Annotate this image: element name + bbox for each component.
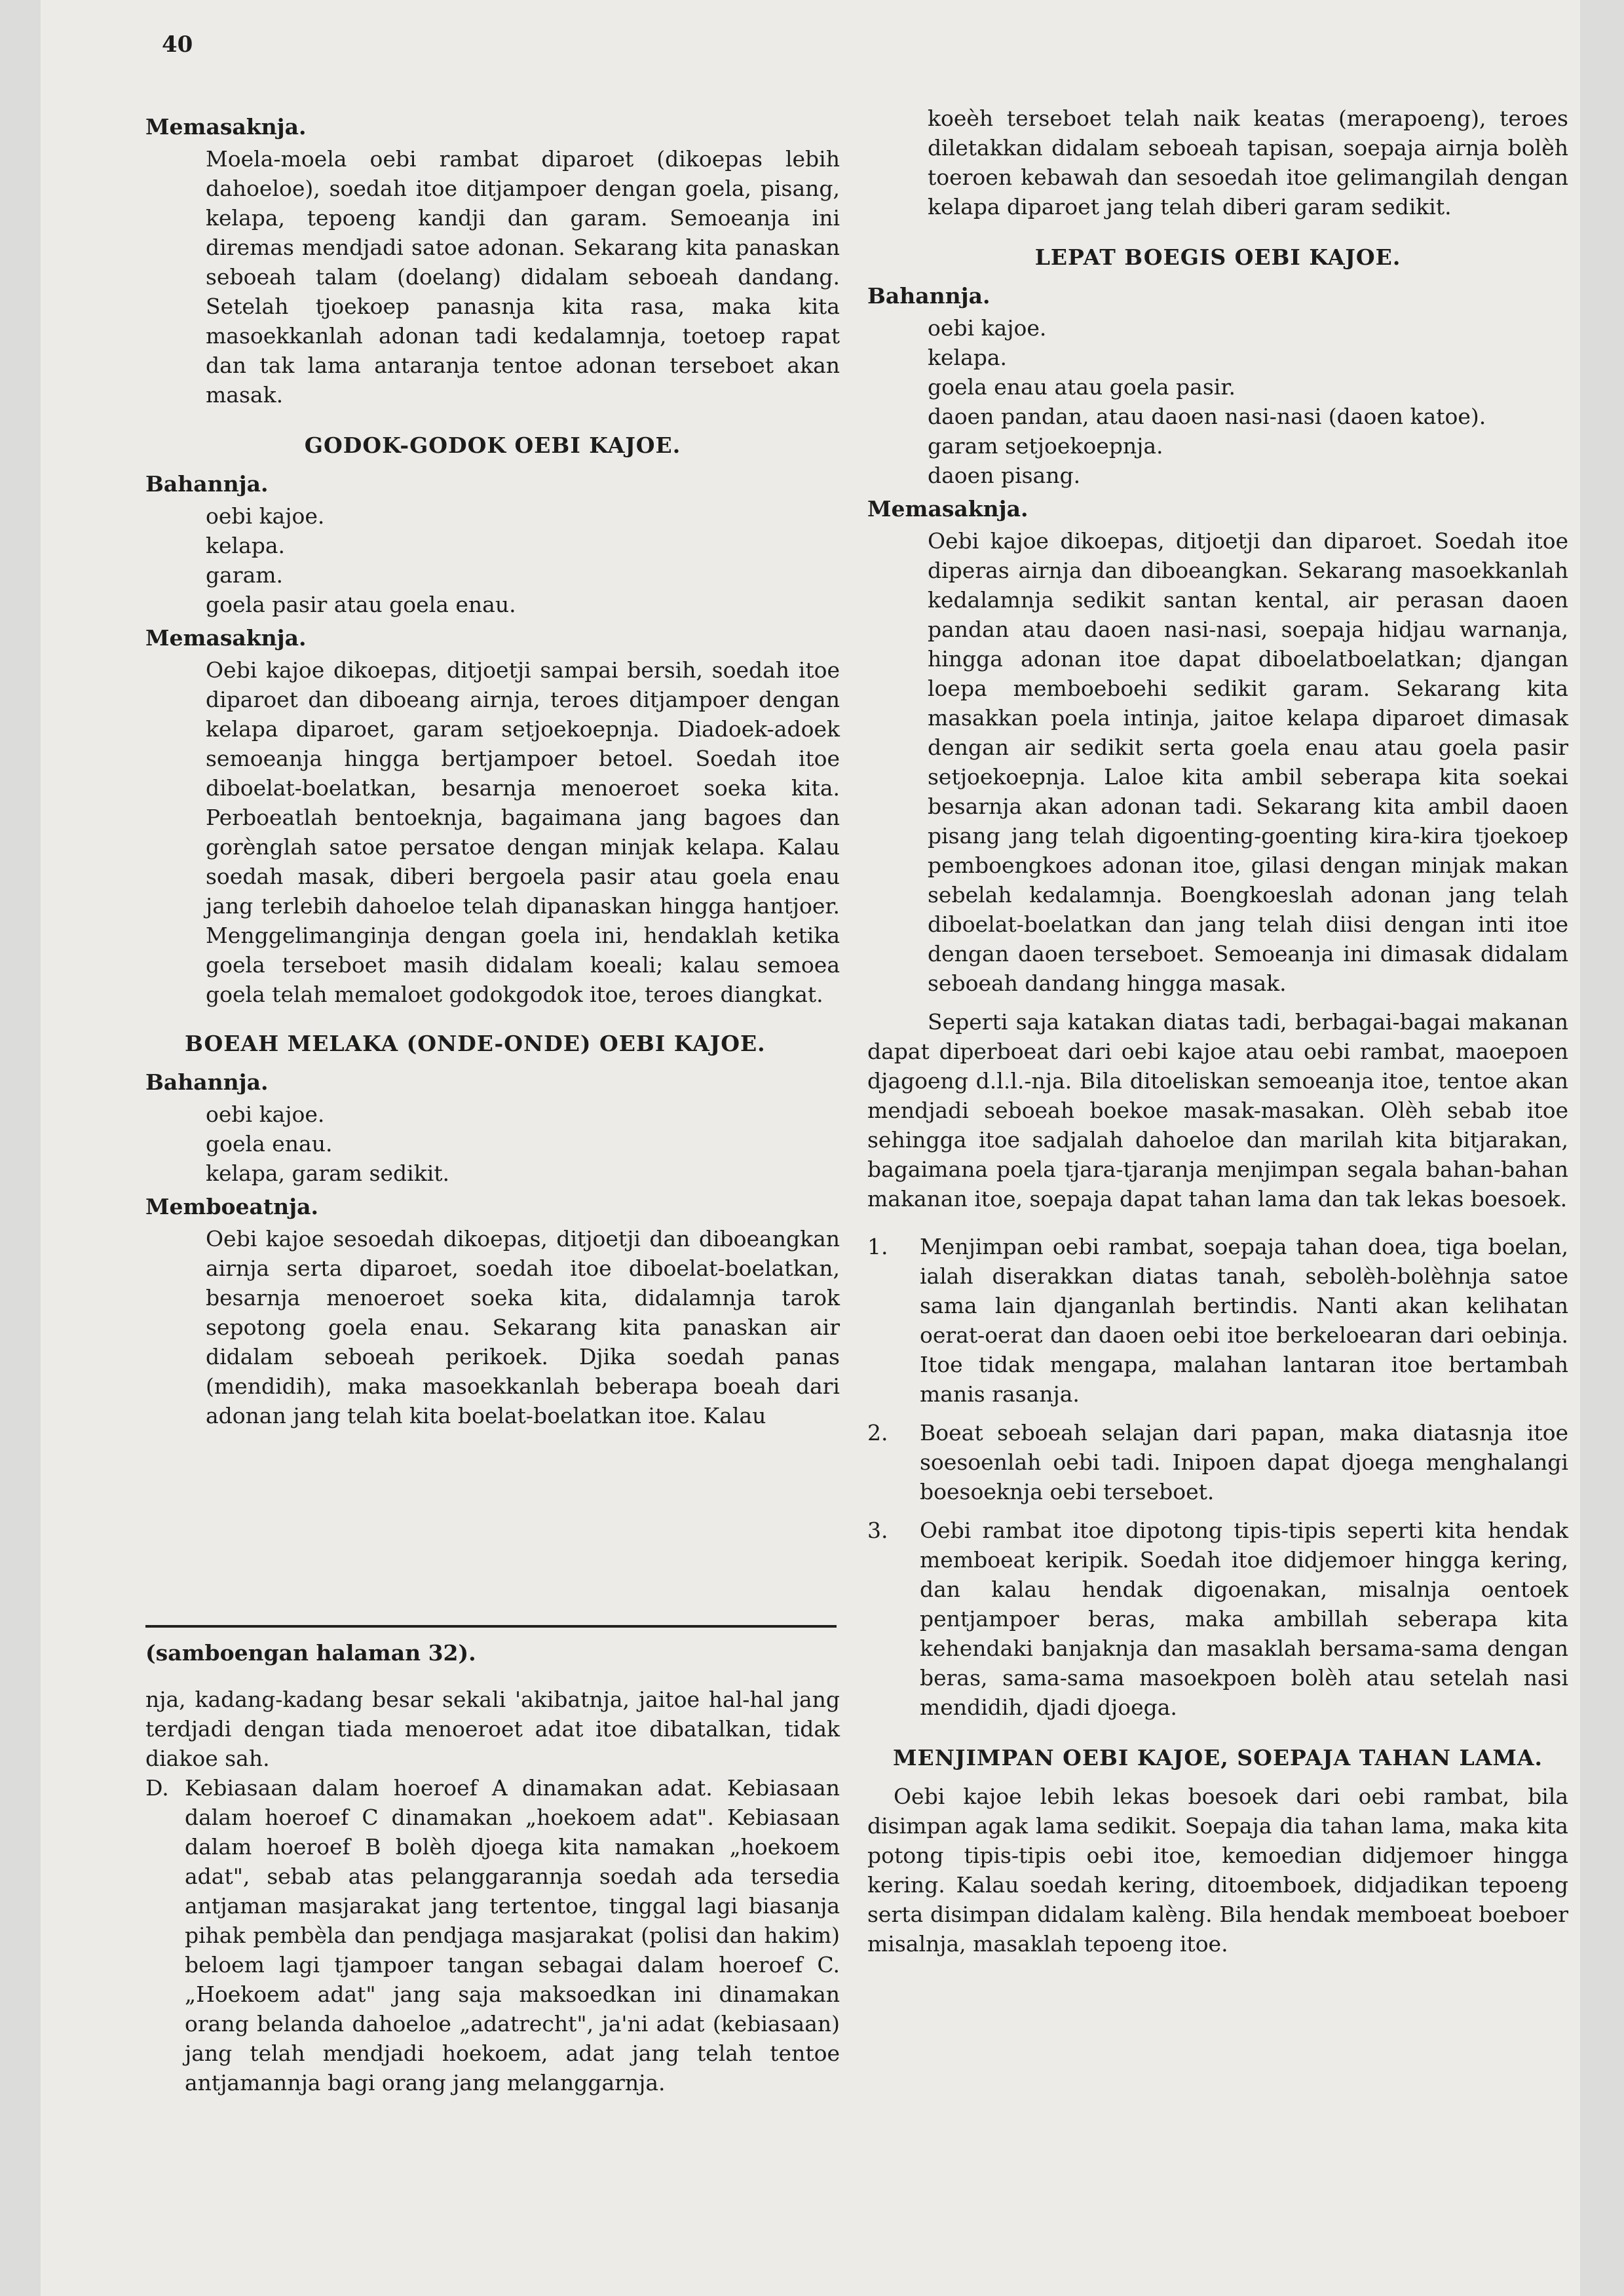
item-d-text: Kebiasaan dalam hoeroef A dinamakan adat. Kebiasaan dalam hoeroef C dinamakan „hoekoem adat". Kebiasaan dalam hoeroef B bolèh djoega kita namakan „hoekoem adat", sebab atas pelanggarannja soedah ada tersedia antjaman masjarakat jang tertentoe, tinggal lagi biasanja pihak pembèla dan pendjaga masjarakat (polisi dan hakim) beloem lagi tjampoer tangan sebagai dalam hoeroef C. „Hoekoem adat" jang saja maksoedkan ini dinamakan orang belanda dahoeloe „adatrecht", ja'ni adat (kebiasaan) jang telah mendjadi hoekoem, adat jang telah tentoe antjamannja bagi orang jang melanggarnja. — [185, 1775, 840, 2095]
ingredient-item: kelapa, garam sedikit. — [206, 1160, 450, 1186]
list-item-number: 1. — [867, 1234, 888, 1259]
ingredient-item: garam setjoekoepnja. — [928, 433, 1163, 459]
divider-rule — [145, 1625, 837, 1628]
recipe-title-godok-godok: GODOK-GODOK OEBI KAJOE. — [304, 432, 681, 458]
section-title-menjimpan: MENJIMPAN OEBI KAJOE, SOEPAJA TAHAN LAMA. — [893, 1745, 1543, 1770]
ingredient-item: kelapa. — [206, 533, 286, 558]
ingredient-item: oebi kajoe. — [206, 1101, 325, 1127]
memasak-label: Memasaknja. — [145, 114, 307, 140]
list-item-text: Oebi rambat itoe dipotong tipis-tipis seperti kita hendak memboeat keripik. Soedah itoe didjemoer hingga kering, dan kalau hendak digoenakan, misalnja oentoek pentjampoer beras, maka ambillah seberapa kita kehendaki banjaknja dan masaklah bersama-sama dengan beras, sama-sama masoekpoen bolèh atau setelah nasi mendidih, djadi djoega. — [920, 1518, 1568, 1720]
ingredient-item: goela enau. — [206, 1131, 333, 1157]
book-page — [41, 0, 1580, 2296]
ingredient-item: daoen pisang. — [928, 463, 1081, 488]
continuation-section — [145, 1638, 840, 2097]
item-d — [145, 1773, 840, 2097]
ingredient-item: oebi kajoe. — [928, 315, 1047, 341]
recipe-title-lepat-boegis: LEPAT BOEGIS OEBI KAJOE. — [1034, 244, 1401, 270]
list-item-text: Boeat seboeah selajan dari papan, maka diatasnja itoe soesoenlah oebi tadi. Inipoen dapat djoega menghalangi boesoeknja oebi terseboet. — [920, 1420, 1568, 1504]
memboeat-text: Oebi kajoe sesoedah dikoepas, ditjoetji dan diboeangkan airnja serta diparoet, soedah itoe diboelat-boelatkan, besarnja menoeroet soeka kita, didalamnja tarok sepotong goela enau. Sekarang kita panaskan air didalam seboeah perikoek. Djika soedah panas (mendidih), maka masoekkanlah beberapa boeah dari adonan jang telah kita boelat-boelatkan itoe. Kalau — [206, 1226, 840, 1428]
list-item — [867, 1418, 1568, 1506]
memasak-label: Memasaknja. — [145, 625, 307, 651]
continuation-text: nja, kadang-kadang besar sekali 'akibatnja, jaitoe hal-hal jang terdjadi dengan tiada menoeroet adat itoe dibatalkan, tidak diakoe sah. — [145, 1687, 840, 1771]
section-text: Oebi kajoe lebih lekas boesoek dari oebi rambat, bila disimpan agak lama sedikit. Soepaja dia tahan lama, maka kita potong tipis-tipis oebi itoe, kemoedian didjemoer hingga kering. Kalau soedah kering, ditoemboek, didjadikan tepoeng serta disimpan didalam kalèng. Bila hendak memboeat boeboer misalnja, masaklah tepoeng itoe. — [867, 1784, 1568, 1957]
ingredient-item: daoen pandan, atau daoen nasi-nasi (daoen katoe). — [928, 404, 1486, 429]
list-item — [867, 1516, 1568, 1722]
memasak-text: Moela-moela oebi rambat diparoet (dikoepas lebih dahoeloe), soedah itoe ditjampoer dengan goela, pisang, kelapa, tepoeng kandji dan garam. Semoeanja ini diremas mendjadi satoe adonan. Sekarang kita panaskan seboeah talam (doelang) didalam seboeah dandang. Setelah tjoekoep panasnja kita rasa, maka kita masoekkanlah adonan tadi kedalamnja, toetoep rapat dan tak lama antaranja tentoe adonan terseboet akan masak. — [206, 146, 840, 408]
ingredient-item: goela enau atau goela pasir. — [928, 374, 1236, 400]
ingredient-item: kelapa. — [928, 345, 1008, 370]
list-item-text: Menjimpan oebi rambat, soepaja tahan doea, tiga boelan, ialah diserakkan diatas tanah, sebolèh-bolèhnja satoe sama lain djanganlah bertindis. Nanti akan kelihatan oerat-oerat dan daoen oebi itoe berkeloearan dari oebinja. Itoe tidak mengapa, malahan lantaran itoe bertambah manis rasanja. — [920, 1234, 1568, 1407]
recipe-title-boeah-melaka: BOEAH MELAKA (ONDE-ONDE) OEBI KAJOE. — [185, 1031, 766, 1056]
memasak-text: Oebi kajoe dikoepas, ditjoetji sampai bersih, soedah itoe diparoet dan diboeang airnja, teroes ditjampoer dengan kelapa diparoet, garam setjoekoepnja. Diadoek-adoek semoeanja hingga bertjampoer betoel. Soedah itoe diboelat-boelatkan, besarnja menoeroet soeka kita. Perboeatlah bentoeknja, bagaimana jang bagoes dan gorènglah satoe persatoe dengan minjak kelapa. Kalau soedah masak, diberi bergoela pasir atau goela enau jang terlebih dahoeloe telah dipanaskan hingga hantjoer. Menggelimanginja dengan goela ini, hendaklah ketika goela terseboet masih didalam koeali; kalau semoea goela telah memaloet godokgodok itoe, teroes diangkat. — [206, 657, 840, 1007]
bahan-label: Bahannja. — [145, 471, 269, 497]
list-item — [867, 1232, 1568, 1409]
paragraph-seperti: Seperti saja katakan diatas tadi, berbagai-bagai makanan dapat diperboeat dari oebi kajoe atau oebi rambat, maoepoen djagoeng d.l.l.-nja. Bila ditoeliskan semoeanja itoe, tentoe akan mendjadi seboeah boekoe masak-masakan. Olèh sebab itoe sehingga itoe sadjalah dahoeloe dan marilah kita bitjarakan, bagaimana poela tjara-tjaranja menjimpan segala bahan-bahan makanan itoe, soepaja dapat tahan lama dan tak lekas boesoek. — [867, 1009, 1568, 1212]
memasak-label: Memasaknja. — [867, 496, 1029, 522]
list-item-number: 3. — [867, 1518, 888, 1543]
right-column — [867, 104, 1568, 1959]
continuation-note: (samboengan halaman 32). — [145, 1640, 476, 1666]
bahan-label: Bahannja. — [867, 283, 991, 309]
memboeat-label: Memboeatnja. — [145, 1194, 318, 1219]
page-number: 40 — [162, 31, 193, 58]
item-d-label: D. — [145, 1775, 169, 1801]
ingredient-item: oebi kajoe. — [206, 503, 325, 529]
ingredient-item: goela pasir atau goela enau. — [206, 592, 516, 617]
ingredient-item: garam. — [206, 562, 284, 588]
bahan-label: Bahannja. — [145, 1069, 269, 1095]
continued-text: koeèh terseboet telah naik keatas (merapoeng), teroes diletakkan didalam seboeah tapisan, soepaja airnja bolèh toeroen kebawah dan sesoedah itoe gelimangilah dengan kelapa diparoet jang telah diberi garam sedikit. — [928, 105, 1568, 220]
memasak-text: Oebi kajoe dikoepas, ditjoetji dan diparoet. Soedah itoe diperas airnja dan diboeangkan. Sekarang masoekkanlah kedalamnja sedikit santan kental, air perasan daoen pandan atau daoen nasi-nasi, soepaja hidjau warnanja, hingga adonan itoe dapat diboelatboelatkan; djangan loepa memboeboehi sedikit garam. Sekarang kita masakkan poela intinja, jaitoe kelapa diparoet dimasak dengan air sedikit serta goela enau atau goela pasir setjoekoepnja. Laloe kita ambil seberapa kita soekai besarnja akan adonan tadi. Sekarang kita ambil daoen pisang jang telah digoenting-goenting kira-kira tjoekoep pemboengkoes adonan itoe, gilasi dengan minjak makan sebelah kedalamnja. Boengkoeslah adonan jang telah diboelat-boelatkan dan jang telah diisi dengan inti itoe dengan daoen terseboet. Semoeanja ini dimasak didalam seboeah dandang hingga masak. — [928, 528, 1568, 996]
left-column — [145, 108, 840, 1430]
list-item-number: 2. — [867, 1420, 888, 1445]
